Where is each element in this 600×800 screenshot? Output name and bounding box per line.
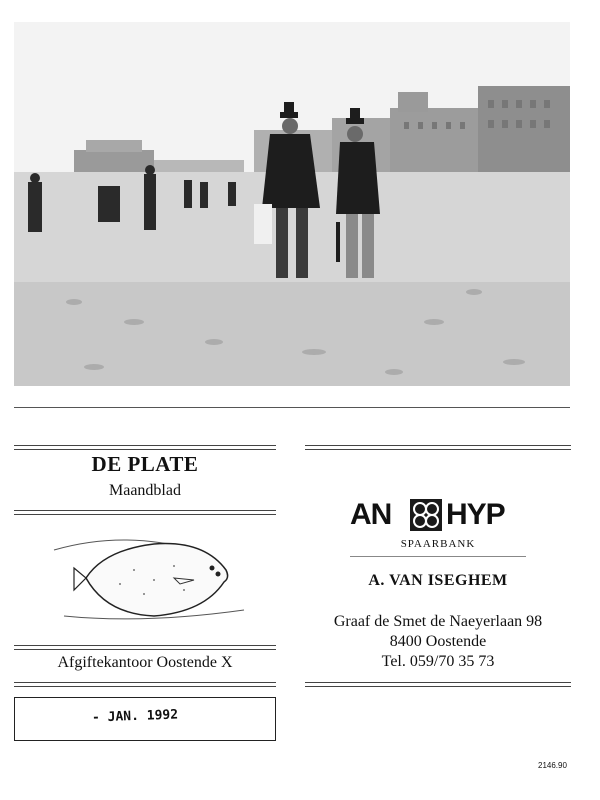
- date-stamp: - JAN. 1992: [91, 707, 179, 726]
- divider: [14, 407, 570, 408]
- flatfish-drawing-icon: [44, 520, 254, 632]
- logo-text-left: AN: [350, 498, 392, 531]
- divider: [305, 445, 571, 450]
- publication-subtitle: Maandblad: [109, 482, 181, 499]
- publication-title: DE PLATE: [91, 452, 199, 476]
- divider: [14, 645, 276, 650]
- sponsor-name: A. VAN ISEGHEM: [368, 572, 508, 589]
- divider: [305, 682, 571, 687]
- address-city: 8400 Oostende: [389, 633, 487, 650]
- logo-text-right: HYP: [446, 498, 505, 531]
- anhyp-logo: [350, 498, 526, 532]
- divider: [14, 510, 276, 515]
- divider: [350, 556, 526, 557]
- beach-photo: [14, 22, 570, 386]
- document-code: 2146.90: [538, 761, 567, 770]
- post-office-label: Afgiftekantoor Oostende X: [57, 654, 233, 671]
- bank-label: SPAARBANK: [400, 538, 476, 550]
- divider: [14, 682, 276, 687]
- divider: [14, 445, 276, 450]
- address-street: Graaf de Smet de Naeyerlaan 98: [333, 613, 543, 630]
- phone-number: Tel. 059/70 35 73: [381, 653, 495, 670]
- beach-photo-icon: [14, 22, 570, 386]
- anhyp-emblem-icon: [410, 499, 442, 531]
